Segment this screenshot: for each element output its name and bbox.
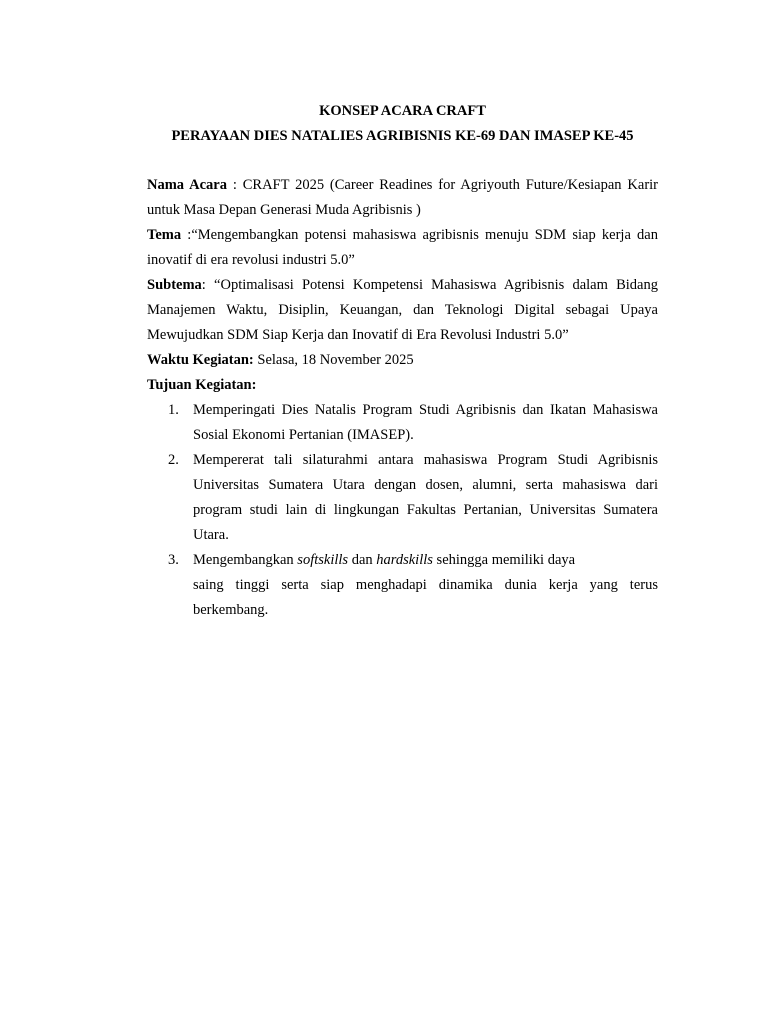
- list-item-line: berkembang.: [193, 602, 269, 618]
- tema-paragraph: [147, 223, 658, 273]
- tujuan-label: Tujuan Kegiatan:: [147, 377, 257, 393]
- list-item-text: Memperingati Dies Natalis Program Studi Agribisnis dan Ikatan Mahasiswa Sosial Ekonomi Pertanian (IMASEP).: [193, 402, 658, 443]
- list-item-number: 1.: [168, 402, 179, 418]
- softskills-term: softskills: [297, 552, 349, 568]
- document-subtitle: PERAYAAN DIES NATALIES AGRIBISNIS KE-69 DAN IMASEP KE-45: [171, 128, 634, 144]
- list-item-text: sehingga memiliki daya: [432, 552, 576, 568]
- waktu-paragraph: [147, 348, 658, 373]
- list-item-text: dan: [348, 552, 377, 568]
- tujuan-heading-paragraph: [147, 373, 658, 398]
- list-item-text: Mempererat tali silaturahmi antara mahasiswa Program Studi Agribisnis Universitas Sumatera Utara dengan dosen, alumni, serta mahasiswa dari program studi lain di lingkungan Fakultas Pertanian, Universitas Sumatera Utara.: [193, 452, 658, 543]
- list-item-text: Mengembangkan: [193, 552, 298, 568]
- subtema-paragraph: [147, 273, 658, 348]
- tema-label: Tema: [147, 227, 182, 243]
- subtema-label: Subtema: [147, 277, 202, 293]
- list-item-number: 2.: [168, 452, 179, 468]
- spacer: [147, 149, 658, 173]
- waktu-value: Selasa, 18 November 2025: [253, 352, 414, 368]
- nama-acara-value: : CRAFT 2025 (Career Readines for Agriyouth Future/Kesiapan Karir untuk Masa Depan Generasi Muda Agribisnis ): [147, 177, 659, 218]
- nama-acara-paragraph: [147, 173, 658, 223]
- tujuan-list: [147, 398, 658, 623]
- list-item-number: 3.: [168, 552, 179, 568]
- list-item: [147, 448, 658, 548]
- document-title: KONSEP ACARA CRAFT: [319, 103, 486, 119]
- nama-acara-label: Nama Acara: [147, 177, 227, 193]
- subtema-value: : “Optimalisasi Potensi Kompetensi Mahasiswa Agribisnis dalam Bidang Manajemen Waktu, Disiplin, Keuangan, dan Teknologi Digital sebagai Upaya Mewujudkan SDM Siap Kerja dan Inovatif di Era Revolusi Industri 5.0”: [147, 277, 658, 343]
- list-item: [147, 548, 658, 623]
- hardskills-term: hardskills: [376, 552, 433, 568]
- tema-value: :“Mengembangkan potensi mahasiswa agribisnis menuju SDM siap kerja dan inovatif di era revolusi industri 5.0”: [147, 227, 658, 268]
- list-item-line: saing tinggi serta siap menghadapi dinamika dunia kerja yang terus: [193, 577, 658, 593]
- list-item-line: [193, 548, 658, 573]
- list-item: [147, 398, 658, 448]
- document-content: [147, 99, 658, 623]
- waktu-label: Waktu Kegiatan:: [147, 352, 254, 368]
